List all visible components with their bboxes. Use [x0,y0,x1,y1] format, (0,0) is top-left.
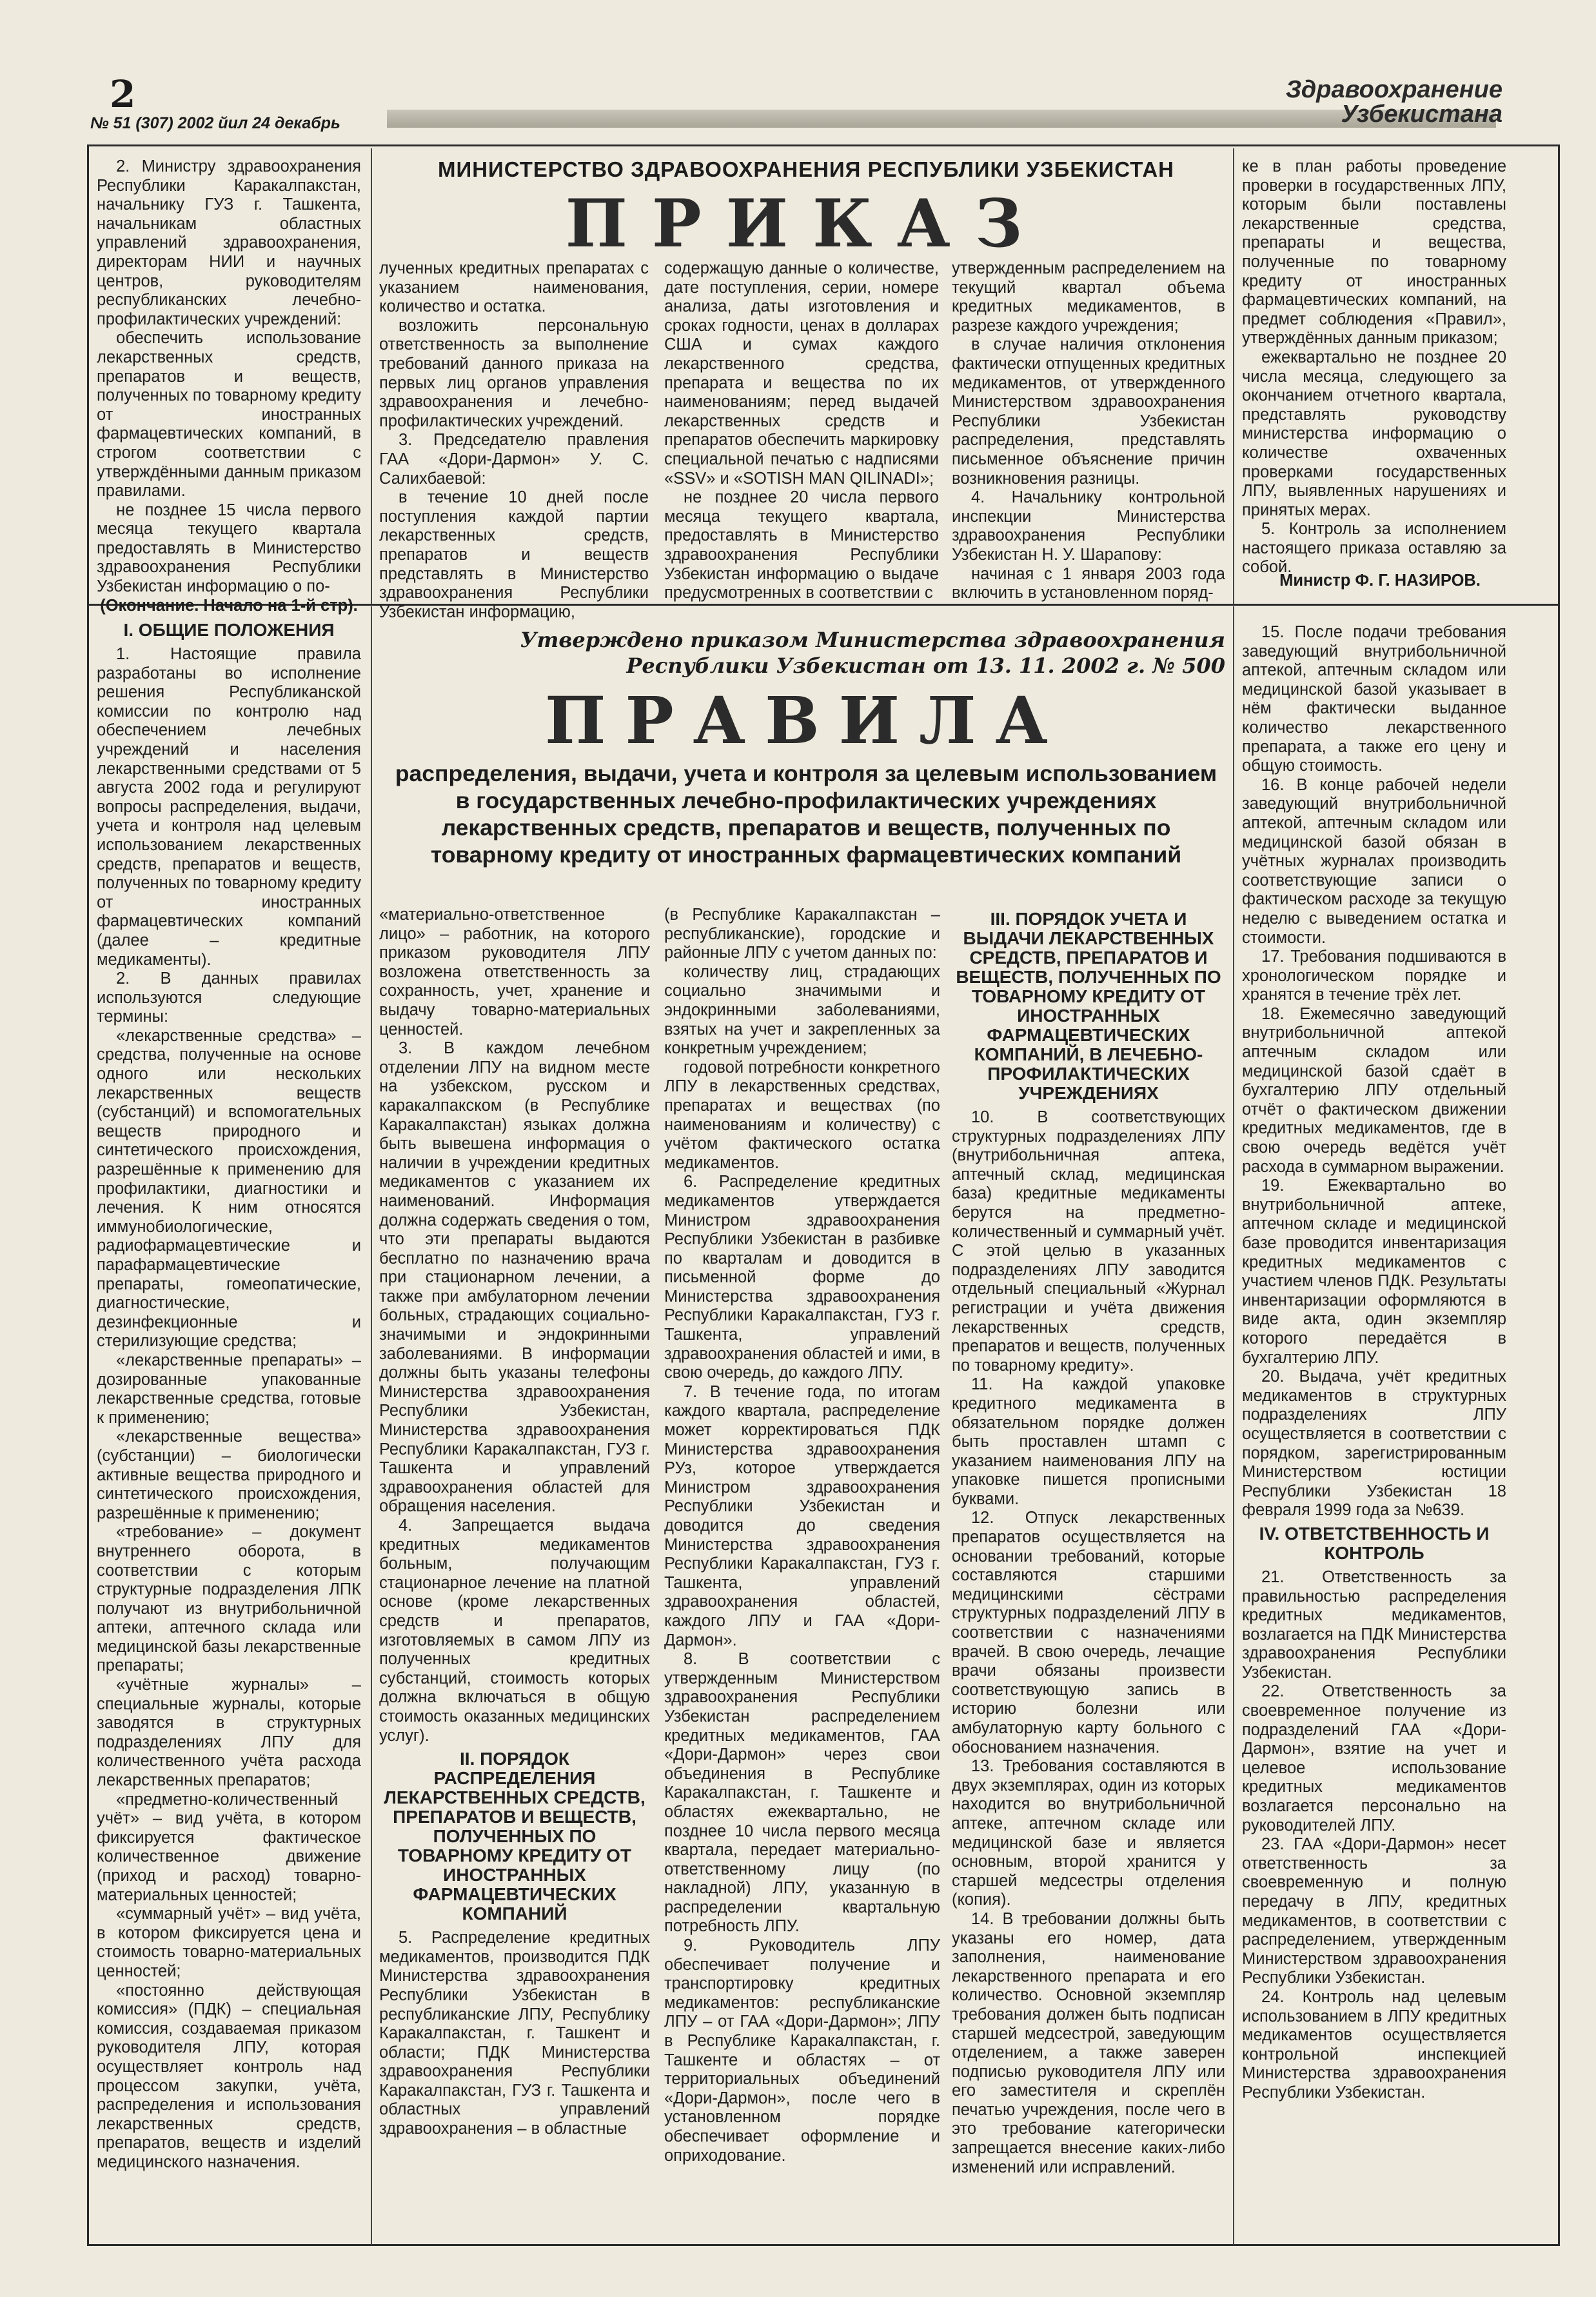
paragraph: годовой потребности конкретного ЛПУ в лекарственных средствах, препаратах и веществах (по наименованиям и количеству) с учётом фактического остатка медикаментов. [664,1058,940,1172]
paragraph: 8. В соответствии с утвержденным Министерством здравоохранения Республики Узбекистан распределением кредитных медикаментов, ГАА «Дори-Дармон» через свои объединения в Республике Каракалпакстан, г. Ташкенте и областях ежеквартально, не позднее 10 числа первого месяца квартала, передает материально-ответственному лицу (по накладной) ЛПУ, указанную в распределении квартальную потребность ЛПУ. [664,1650,940,1936]
paragraph: 11. На каждой упаковке кредитного медикамента в обязательном порядке должен быть проставлен штамп с указанием наименования ЛПУ на упаковке пишется прописными буквами. [952,1375,1225,1508]
column-rule [371,148,372,604]
continuation-note: (Окончание. Начало на 1-й стр). [100,596,358,615]
paragraph: 22. Ответственность за своевременное получение из подразделений ГАА «Дори-Дармон», взятие на учет и целевое использование кредитных медикаментов возлагается персонально на руководителей ЛПУ. [1242,1682,1506,1835]
paragraph: «лекарственные средства» – средства, полученные на основе одного или нескольких лекарственных веществ (субстанций) и вспомогательных веществ природного и синтетического происхождения, разрешённые к применению для профилактики, диагностики и лечения. К ним относятся иммунобиологические, радиофармацевтические и парафармацевтические препараты, гомеопатические, диагностические, дезинфекционные и стерилизующие средства; [97,1026,361,1351]
ministry-heading: МИНИСТЕРСТВО ЗДРАВООХРАНЕНИЯ РЕСПУБЛИКИ УЗБЕКИСТАН [437,157,1175,181]
section-heading: IV. ОТВЕТСТВЕННОСТЬ И КОНТРОЛЬ [1259,1523,1490,1563]
issue-line: № 51 (307) 2002 йил 24 декабрь [90,114,340,132]
rules-title: ПРАВИЛА [545,682,1067,759]
paragraph: 18. Ежемесячно заведующий внутрибольничной аптекой аптечным складом или медицинской базой сдаёт в бухгалтерию ЛПУ отдельный отчёт о фактическом движении кредитных медикаментов, где в свою очередь ведётся учёт расхода в суммарном выражении. [1242,1004,1506,1176]
rules-column-5 [1242,623,1506,2239]
paragraph: 7. В течение года, по итогам каждого квартала, распределение может корректироваться ПДК Министерства здравоохранения РУз, которое утверждается Министром здравоохранения Республики Узбекистан и доводится до сведения Министерства здравоохранения Республики Каракалпакстан, ГУЗ г. Ташкента, управлений здравоохранения областей, каждого ЛПУ и ГАА «Дори-Дармон». [664,1382,940,1649]
order-column-1 [97,157,361,615]
paragraph: (в Республике Каракалпакстан – республиканские), городские и районные ЛПУ с учетом данных по: [664,906,940,962]
paragraph: 10. В соответствующих структурных подразделениях ЛПУ (внутрибольничная аптека, аптечный склад, медицинская база) кредитные медикаменты берутся на предметно-количественный и суммарный учёт. С этой целью в указанных подразделениях ЛПУ заводится отдельный специальный «Журнал регистрации и учёта движения лекарственных средств, препаратов и веществ, полученных по товарному кредиту». [952,1108,1225,1375]
paragraph: 1. Настоящие правила разработаны во исполнение решения Республиканской комиссии по контролю над обеспечением лечебных учреждений и населения лекарственными средствами от 5 августа 2002 года и регулируют вопросы распределения, выдачи, учета и контроля над целевым использованием лекарственных средств, препаратов и веществ, полученных по товарному кредиту от иностранных фармацевтических компаний (далее – кредитные медикаменты). [97,645,361,969]
section-heading: II. ПОРЯДОК РАСПРЕДЕЛЕНИЯ ЛЕКАРСТВЕННЫХ СРЕДСТВ, ПРЕПАРАТОВ И ВЕЩЕСТВ, ПОЛУЧЕННЫХ ПО ТОВАРНОМУ КРЕДИТУ ОТ ИНОСТРАННЫХ ФАРМАЦЕВТИЧЕСКИХ КОМПАНИЙ [384,1749,645,1924]
paragraph: 12. Отпуск лекарственных препаратов осуществляется на основании требований, которые составляются старшими медицинскими сёстрами структурных подразделений ЛПУ в соответствии с назначениями врачей. В свою очередь, лечащие врачи обязаны произвести соответствующую запись в историю болезни или амбулаторную карту больного с обоснованием назначения. [952,1509,1225,1756]
paragraph: «постоянно действующая комиссия» (ПДК) – специальная комиссия, создаваемая приказом руководителя ЛПУ, которая осуществляет контроль над процессом закупки, учёта, распределения и использования лекарственных средств, препаратов, веществ и изделий медицинского назначения. [97,1981,361,2171]
paragraph: 5. Распределение кредитных медикаментов, производится ПДК Министерства здравоохранения Республики Узбекистан в республиканские ЛПУ, Республику Каракалпакстан, г. Ташкент и области; ПДК Министерства здравоохранения Республики Каракалпакстан, ГУЗ г. Ташкента и областных управлений здравоохранения – в областные [379,1929,650,2138]
paragraph: лученных кредитных препаратах с указанием наименования, количество и остатка. [379,259,649,316]
order-column-4 [952,259,1225,601]
order-title: ПРИКАЗ [565,185,1047,263]
masthead [1212,77,1502,126]
paragraph: не позднее 20 числа первого месяца текущего квартала, предоставлять в Министерство здравоохранения Республики Узбекистан информацию о выдаче предусмотренных в соответствии с [664,488,939,602]
column-rule [1233,606,1234,2245]
paragraph: ежеквартально не позднее 20 числа месяца, следующего за окончанием отчетного квартала, представлять руководству министерства информацию о количестве охваченных проверками государственных ЛПУ, выявленных нарушениях и принятых мерах. [1242,348,1506,519]
paragraph: «требование» – документ внутреннего оборота, в соответствии с которым структурные подразделения ЛПК получают из внутрибольничной аптеки, аптечного склада или медицинской базы лекарственные препараты; [97,1523,361,1675]
column-rule [371,606,372,2245]
paragraph: 23. ГАА «Дори-Дармон» несет ответственность за своевременную и полную передачу в ЛПУ, кредитных медикаментов, в соответствии с распределением, утвержденным Министерством здравоохранения Республики Узбекистан. [1242,1835,1506,1987]
paragraph: утвержденным распределением на текущий квартал объема кредитных медикаментов, в разрезе каждого учреждения; [952,259,1225,335]
column-rule [1233,148,1234,604]
minister-signature: Министр Ф. Г. НАЗИРОВ. [1279,572,1481,590]
order-column-5 [1242,157,1506,577]
paragraph: возложить персональную ответственность за выполнение требований данного приказа на первых лиц органов управления здравоохранения и лечебно-профилактических учреждений. [379,316,649,430]
rules-column-1 [97,617,361,2239]
paragraph: 24. Контроль над целевым использованием в ЛПУ кредитных медикаментов осуществляется контрольной инспекцией Министерства здравоохранения Республики Узбекистан. [1242,1987,1506,2102]
paragraph: в случае наличия отклонения фактически отпущенных кредитных медикаментов, от утвержденного Министерством здравоохранения Республики Узбекистан распределения, представлять письменное объяснение причин возникновения разницы. [952,335,1225,488]
paragraph: 5. Контроль за исполнением настоящего приказа оставляю за собой. [1242,520,1506,577]
paragraph: 20. Выдача, учёт кредитных медикаментов в структурных подразделениях ЛПУ осуществляется в соответствии с порядком, зарегистрированным Министерством юстиции Республики Узбекистан 18 февраля 1999 года за №639. [1242,1367,1506,1520]
masthead-line2: Узбекистана [1341,101,1502,128]
paragraph: 3. В каждом лечебном отделении ЛПУ на видном месте на узбекском, русском и каракалпакском (в Республике Каракалпакстан) языках должна быть вывешена информация о наличии в учреждении кредитных медикаментов с указанием их наименований. Информация должна содержать сведения о том, что эти препараты выдаются бесплатно по назначению врача при стационарном лечении, а также при амбулаторном лечении больных, страдающих социально-значимыми и эндокринными заболеваниями. В информации должны быть указаны телефоны Министерства здравоохранения Республики Узбекистан, Министерства здравоохранения Республики Каракалпакстан, ГУЗ г. Ташкента и управлений здравоохранения областей для обращения населения. [379,1039,650,1516]
section-heading: I. ОБЩИЕ ПОЛОЖЕНИЯ [123,620,335,640]
paragraph: 21. Ответственность за правильностью распределения кредитных медикаментов, возлагается на ПДК Министерства здравоохранения Республики Узбекистан. [1242,1567,1506,1682]
paragraph: 6. Распределение кредитных медикаментов утверждается Министром здравоохранения Республики Узбекистан в разбивке по кварталам и доводится в письменной форме до Министерства здравоохранения Республики Каракалпакстан, ГУЗ г. Ташкента, управлений здравоохранения областей и ими, в свою очередь, до каждого ЛПУ. [664,1173,940,1382]
masthead-line1: Здравоохранение [1285,76,1502,103]
page-number: 2 [110,72,136,116]
paragraph: обеспечить использование лекарственных средств, препаратов и веществ, полученных по товарному кредиту от иностранных фармацевтических компаний, в строгом соответствии с утверждёнными данным приказом правилами. [97,329,361,501]
paragraph: в течение 10 дней после поступления каждой партии лекарственных средств, препаратов и веществ представлять в Министерство здравоохранения Республики Узбекистан информацию, [379,488,649,621]
paragraph: «предметно-количественный учёт» – вид учёта, в котором фиксируется фактическое количественное движение (приход и расход) товарно-материальных ценностей; [97,1790,361,1904]
paragraph: начиная с 1 января 2003 года включить в установленном поряд- [952,564,1225,602]
rules-column-4 [952,906,1225,2241]
paragraph: «суммарный учёт» – вид учёта, в котором фиксируется цена и стоимость товарно-материальных ценностей; [97,1905,361,1980]
section-heading: III. ПОРЯДОК УЧЕТА И ВЫДАЧИ ЛЕКАРСТВЕННЫХ СРЕДСТВ, ПРЕПАРАТОВ И ВЕЩЕСТВ, ПОЛУЧЕННЫХ ПО ТОВАРНОМУ КРЕДИТУ ОТ ИНОСТРАННЫХ ФАРМАЦЕВТИЧЕСКИХ КОМПАНИЙ, В ЛЕЧЕБНО-ПРОФИЛАКТИЧЕСКИХ УЧРЕЖДЕНИЯХ [956,909,1221,1103]
order-column-3 [664,259,939,601]
paragraph: 19. Ежеквартально во внутрибольничной аптеке, аптечном складе и медицинской базе проводится инвентаризация кредитных медикаментов с участием членов ПДК. Результаты инвентаризации оформляются в виде акта, один экземпляр которого передаётся в бухгалтерию ЛПУ. [1242,1177,1506,1367]
paragraph: 4. Запрещается выдача кредитных медикаментов больным, получающим стационарное лечение на платной основе (кроме лекарственных средств и препаратов, изготовляемых в самом ЛПУ из полученных кредитных субстанций, стоимость которых должна включаться в общую стоимость оказанных медицинских услуг). [379,1516,650,1745]
rules-column-3 [664,906,940,2241]
paragraph: количеству лиц, страдающих социально значимыми и эндокринными заболеваниями, взятых на учет и закрепленных за конкретным учреждением; [664,962,940,1058]
paragraph: 13. Требования составляются в двух экземплярах, один из которых находится во внутрибольничной аптеке, аптечном складе или медицинской базе и является основным, второй хранится у старшей медсестры отделения (копия). [952,1757,1225,1909]
paragraph: 2. В данных правилах используются следующие термины: [97,970,361,1026]
paragraph: 9. Руководитель ЛПУ обеспечивает получение и транспортировку кредитных медикаментов: республиканские ЛПУ – от ГАА «Дори-Дармон»; ЛПУ в Республике Каракалпакстан, г. Ташкенте и областях – от территориальных объединений «Дори-Дармон», после чего в установленном порядке обеспечивает оформление и оприходование. [664,1936,940,2165]
paragraph: «материально-ответственное лицо» – работник, на которого приказом руководителя ЛПУ возложена ответственность за сохранность, учет, хранение и выдачу товарно-материальных ценностей. [379,906,650,1039]
paragraph: 15. После подачи требования заведующий внутрибольничной аптекой, аптечным складом или медицинской базой указывает в нём фактически выданное количество лекарственного препарата, а также его цену и общую стоимость. [1242,623,1506,775]
paragraph: «учётные журналы» – специальные журналы, которые заводятся в структурных подразделениях ЛПУ для количественного учёта расхода лекарственных препаратов; [97,1676,361,1790]
paragraph: 3. Председателю правления ГАА «Дори-Дармон» У. С. Салихбаевой: [379,431,649,488]
paragraph: 17. Требования подшиваются в хронологическом порядке и хранятся в течение трёх лет. [1242,948,1506,1004]
paragraph: «лекарственные препараты» – дозированные упакованные лекарственные средства, готовые к применению; [97,1351,361,1427]
paragraph: 4. Начальнику контрольной инспекции Министерства здравоохранения Республики Узбекистан Н. У. Шарапову: [952,488,1225,564]
paragraph: не позднее 15 числа первого месяца текущего квартала предоставлять в Министерство здравоохранения Республики Узбекистан информацию о по- [97,501,361,596]
order-column-2 [379,259,649,621]
paragraph: 16. В конце рабочей недели заведующий внутрибольничной аптекой, аптечным складом или медицинской базой обязан в учётных журналах производить соответствующие записи о фактическом расходе за текущую неделю с выведением остатка и стоимости. [1242,775,1506,947]
paragraph: содержащую данные о количестве, дате поступления, серии, номере анализа, даты изготовления и сроках годности, ценах в долларах США и сумах каждого лекарственного средства, препарата и вещества по их наименованиям; перед выдачей лекарственных средств и препаратов обеспечить маркировку специальной печатью с надписями «SSV» и «SOTISH MAN QILINADI»; [664,259,939,488]
approval-note: Утверждено приказом Министерства здравоохранения Республики Узбекистан от 13. 11. 2002 г. № 500 [520,628,1225,678]
rules-column-2 [379,906,650,2241]
paragraph: ке в план работы проведение проверки в государственных ЛПУ, которым были поставлены лекарственные средства, препараты и вещества, полученные по товарному кредиту от иностранных фармацевтических компаний, на предмет соблюдения «Правил», утверждённых данным приказом; [1242,157,1506,348]
paragraph: 2. Министру здравоохранения Республики Каракалпакстан, начальнику ГУЗ г. Ташкента, начальникам областных управлений здравоохранения, директорам НИИ и научных центров, руководителям республиканских лечебно-профилактических учреждений: [97,157,361,328]
rules-subtitle: распределения, выдачи, учета и контроля за целевым использованием в государственных лечебно-профилактических учреждениях лекарственных средств, препаратов и веществ, полученных по товарному кредиту от иностранных фармацевтических компаний [395,761,1217,868]
paragraph: «лекарственные вещества» (субстанции) – биологически активные вещества природного и синтетического происхождения, разрешённые к применению; [97,1427,361,1522]
paragraph: 14. В требовании должны быть указаны его номер, дата заполнения, наименование лекарственного препарата и его количество. Основной экземпляр требования должен быть подписан старшей медсестрой, заведующим отделением, а также заверен подписью руководителя ЛПУ или его заместителя и скреплён печатью учреждения, после чего в это требование категорически запрещается внесение каких-либо изменений или исправлений. [952,1909,1225,2176]
